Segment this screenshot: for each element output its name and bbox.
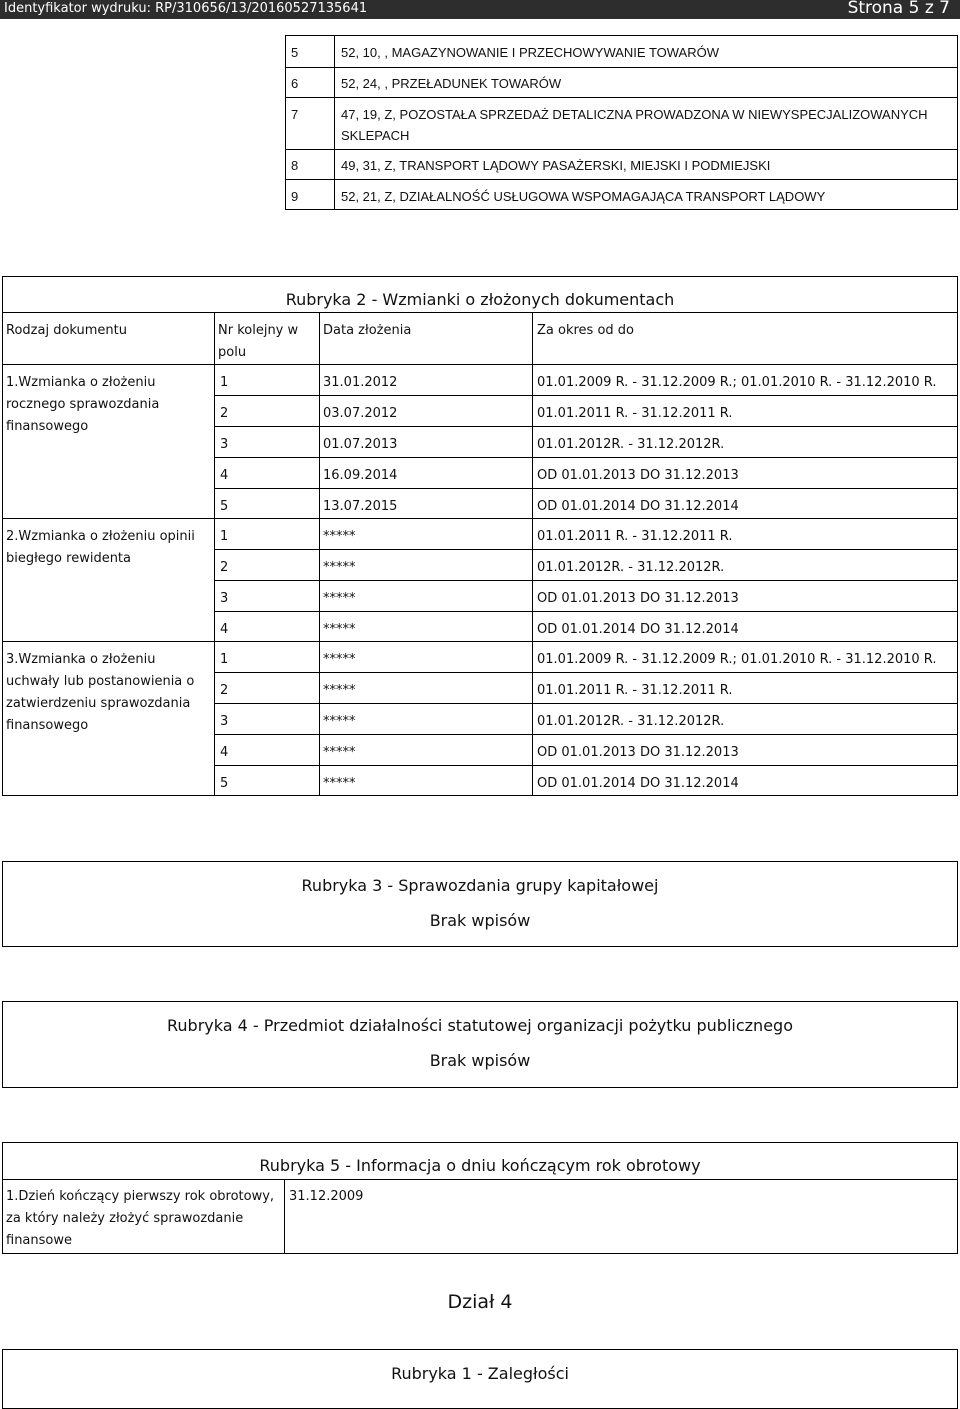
row-date: 31.01.2012: [323, 375, 398, 390]
row-no: 4: [220, 468, 229, 483]
row-period: OD 01.01.2013 DO 31.12.2013: [537, 468, 739, 483]
activity-row-no: 6: [291, 76, 299, 91]
page-number: Strona 5 z 7: [847, 0, 950, 18]
rubryka3-title: Rubryka 3 - Sprawozdania grupy kapitałowej: [301, 876, 659, 895]
activity-row-text: 49, 31, Z, TRANSPORT LĄDOWY PASAŻERSKI, MIEJSKI I PODMIEJSKI: [341, 158, 771, 173]
row-period: 01.01.2011 R. - 31.12.2011 R.: [537, 683, 733, 698]
row-no: 1: [220, 529, 229, 544]
row-period: 01.01.2012R. - 31.12.2012R.: [537, 714, 725, 729]
doc-group-1-name: 1.Wzmianka o złożeniu rocznego sprawozdania finansowego: [6, 375, 160, 434]
row-period: OD 01.01.2013 DO 31.12.2013: [537, 745, 739, 760]
row-no: 2: [220, 683, 229, 698]
rubryka1-title: Rubryka 1 - Zaległości: [391, 1364, 569, 1383]
row-no: 2: [220, 406, 229, 421]
rubryka4-box: [2, 1001, 958, 1088]
rubryka4-body: Brak wpisów: [429, 1051, 531, 1070]
rubryka3-box: [2, 861, 958, 947]
row-period: OD 01.01.2014 DO 31.12.2014: [537, 776, 739, 791]
rubryka2-title: Rubryka 2 - Wzmianki o złożonych dokumentach: [285, 290, 675, 309]
row-date: 13.07.2015: [323, 499, 398, 514]
section-title: Dział 4: [447, 1291, 513, 1313]
row-no: 3: [220, 591, 229, 606]
activity-row-text: 47, 19, Z, POZOSTAŁA SPRZEDAŻ DETALICZNA PROWADZONA W NIEWYSPECJALIZOWANYCH: [341, 107, 928, 122]
header-date: Data złożenia: [323, 323, 412, 338]
row-no: 1: [220, 652, 229, 667]
row-date: *****: [323, 591, 356, 606]
row-period: 01.01.2009 R. - 31.12.2009 R.; 01.01.2010 R. - 31.12.2010 R.: [537, 652, 937, 667]
row-no: 5: [220, 499, 229, 514]
row-date: *****: [323, 714, 356, 729]
row-period: OD 01.01.2014 DO 31.12.2014: [537, 622, 739, 637]
header-period: Za okres od do: [537, 323, 634, 338]
activity-row-no: 8: [291, 158, 299, 173]
rubryka5-label: 1.Dzień kończący pierwszy rok obrotowy, za który należy złożyć sprawozdanie finansowe: [6, 1189, 275, 1248]
row-date: 01.07.2013: [323, 437, 398, 452]
activity-row-text: 52, 10, , MAGAZYNOWANIE I PRZECHOWYWANIE TOWARÓW: [341, 45, 720, 60]
row-date: 03.07.2012: [323, 406, 398, 421]
activity-row-text-cont: SKLEPACH: [341, 128, 410, 143]
row-no: 3: [220, 714, 229, 729]
row-date: 16.09.2014: [323, 468, 398, 483]
row-period: 01.01.2012R. - 31.12.2012R.: [537, 560, 725, 575]
row-period: 01.01.2012R. - 31.12.2012R.: [537, 437, 725, 452]
row-date: *****: [323, 529, 356, 544]
row-period: 01.01.2011 R. - 31.12.2011 R.: [537, 406, 733, 421]
activity-row-text: 52, 21, Z, DZIAŁALNOŚĆ USŁUGOWA WSPOMAGAJĄCA TRANSPORT LĄDOWY: [341, 189, 826, 204]
print-header-bar: [0, 0, 960, 19]
row-period: OD 01.01.2013 DO 31.12.2013: [537, 591, 739, 606]
row-no: 4: [220, 622, 229, 637]
header-doc-type: Rodzaj dokumentu: [6, 323, 127, 338]
row-date: *****: [323, 652, 356, 667]
rubryka4-title: Rubryka 4 - Przedmiot działalności statutowej organizacji pożytku publicznego: [167, 1016, 793, 1035]
row-no: 4: [220, 745, 229, 760]
row-period: 01.01.2011 R. - 31.12.2011 R.: [537, 529, 733, 544]
rubryka5-title: Rubryka 5 - Informacja o dniu kończącym rok obrotowy: [259, 1156, 701, 1175]
row-no: 3: [220, 437, 229, 452]
rubryka5-value: 31.12.2009: [289, 1189, 364, 1204]
doc-group-2-name: 2.Wzmianka o złożeniu opinii biegłego rewidenta: [6, 529, 195, 566]
row-no: 2: [220, 560, 229, 575]
rubryka3-body: Brak wpisów: [429, 911, 531, 930]
row-date: *****: [323, 776, 356, 791]
activity-row-no: 7: [291, 107, 299, 122]
row-no: 1: [220, 375, 229, 390]
row-period: 01.01.2009 R. - 31.12.2009 R.; 01.01.2010 R. - 31.12.2010 R.: [537, 375, 937, 390]
activity-row-no: 9: [291, 189, 299, 204]
activity-table: [285, 35, 958, 210]
header-seq-no: Nr kolejny w polu: [218, 323, 299, 360]
row-period: OD 01.01.2014 DO 31.12.2014: [537, 499, 739, 514]
activity-row-text: 52, 24, , PRZEŁADUNEK TOWARÓW: [341, 76, 562, 91]
activity-row-no: 5: [291, 45, 299, 60]
row-date: *****: [323, 622, 356, 637]
row-date: *****: [323, 745, 356, 760]
row-date: *****: [323, 683, 356, 698]
print-id: Identyfikator wydruku: RP/310656/13/20160527135641: [4, 1, 368, 16]
row-no: 5: [220, 776, 229, 791]
doc-group-3-name: 3.Wzmianka o złożeniu uchwały lub postanowienia o zatwierdzeniu sprawozdania finansowego: [6, 652, 195, 733]
row-date: *****: [323, 560, 356, 575]
